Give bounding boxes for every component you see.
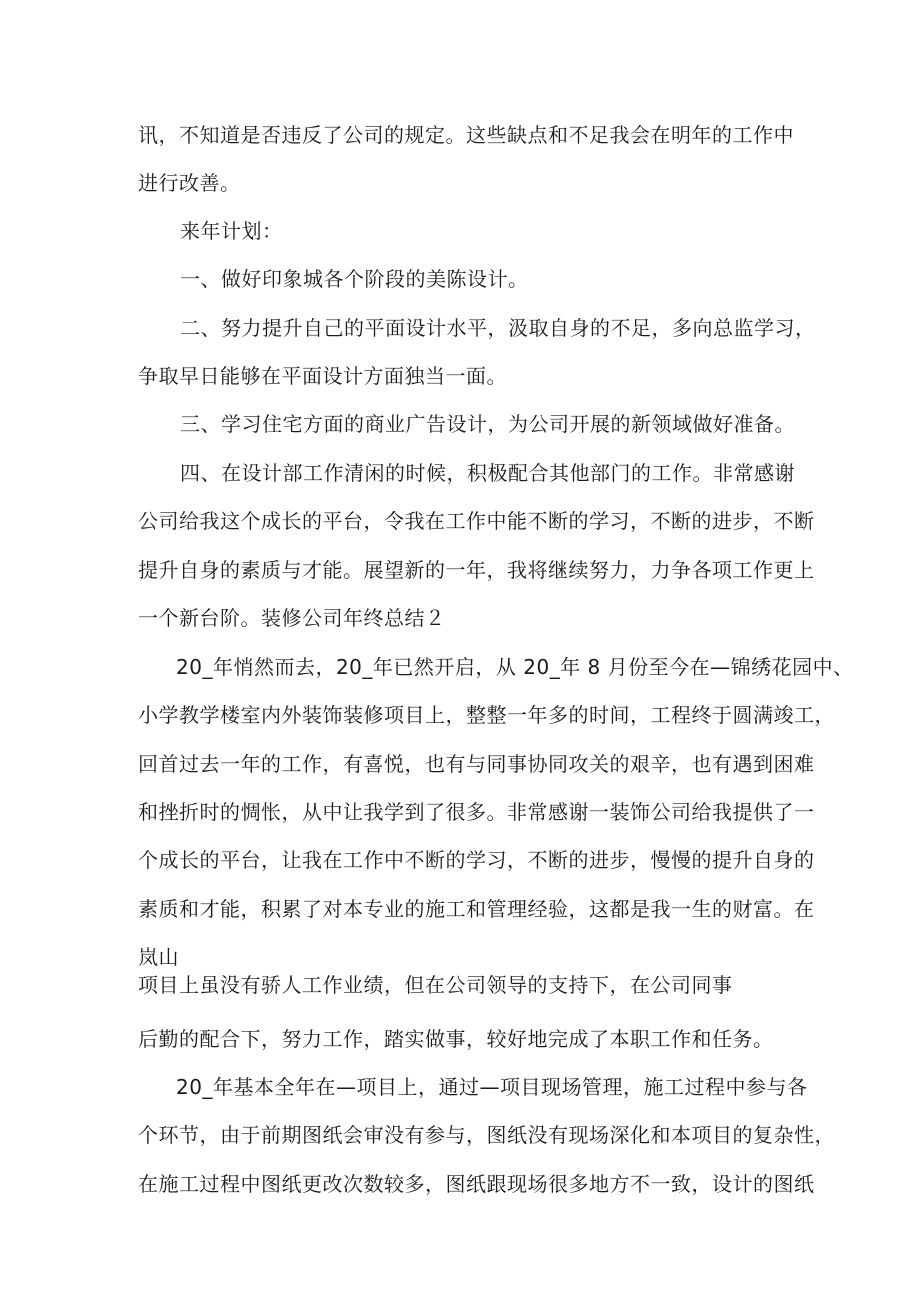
text-line: 后勤的配合下，努力工作，踏实做事，较好地完成了本职工作和任务。 [138, 1027, 774, 1051]
text-line: 个环节，由于前期图纸会审没有参与，图纸没有现场深化和本项目的复杂性， [138, 1123, 835, 1147]
text-line: 在施工过程中图纸更改次数较多，图纸跟现场很多地方不一致，设计的图纸 [138, 1172, 815, 1196]
text-line: 个成长的平台，让我在工作中不断的学习，不断的进步，慢慢的提升自身的 [138, 848, 815, 872]
paragraph-start: 20_年悄然而去，20_年已然开启，从 20_年 8 月份至今在—锦绣花园中、 [176, 655, 854, 679]
list-item: 三、学习住宅方面的商业广告设计，为公司开展的新领域做好准备。 [180, 412, 795, 436]
text-line: 讯，不知道是否违反了公司的规定。这些缺点和不足我会在明年的工作中 [138, 123, 794, 147]
text-line: 素质和才能，积累了对本专业的施工和管理经验，这都是我一生的财富。在 [138, 897, 815, 921]
text-line: 公司给我这个成长的平台，令我在工作中能不断的学习，不断的进步，不断 [138, 509, 815, 533]
text-line: 小学教学楼室内外装饰装修项目上，整整一年多的时间，工程终于圆满竣工， [138, 703, 835, 727]
text-line: 提升自身的素质与才能。展望新的一年，我将继续努力，力争各项工作更上 [138, 558, 815, 582]
list-item: 四、在设计部工作清闲的时候，积极配合其他部门的工作。非常感谢 [180, 461, 795, 485]
text-line: 回首过去一年的工作，有喜悦，也有与同事协同攻关的艰辛，也有遇到困难 [138, 752, 815, 776]
text-line: 项目上虽没有骄人工作业绩，但在公司领导的支持下，在公司同事 [138, 973, 733, 997]
text-line: 争取早日能够在平面设计方面独当一面。 [138, 364, 507, 388]
text-line: 和挫折时的惆怅，从中让我学到了很多。非常感谢一装饰公司给我提供了一 [138, 800, 815, 824]
section-heading: 来年计划： [180, 219, 283, 243]
list-item: 一、做好印象城各个阶段的美陈设计。 [180, 267, 529, 291]
text-line: 岚山 [138, 945, 179, 969]
list-item: 二、努力提升自己的平面设计水平，汲取自身的不足，多向总监学习， [180, 316, 816, 340]
paragraph-start: 20_年基本全年在—项目上，通过—项目现场管理，施工过程中参与各 [176, 1075, 808, 1099]
text-line: 一个新台阶。装修公司年终总结２ [138, 606, 446, 630]
text-line: 进行改善。 [138, 171, 241, 195]
